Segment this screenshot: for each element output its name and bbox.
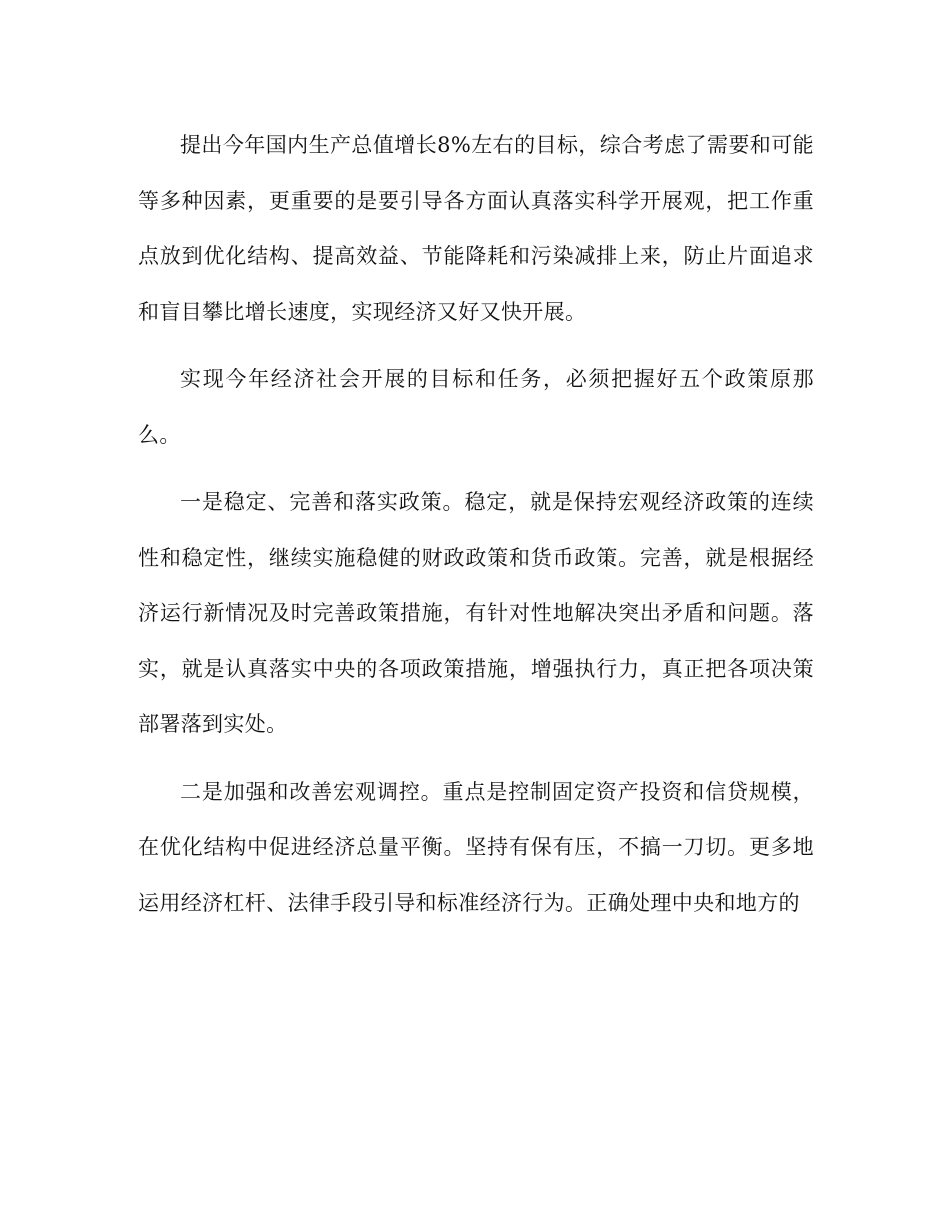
document-body [138, 118, 814, 931]
paragraph-gdp-target: 提出今年国内生产总值增长8%左右的目标，综合考虑了需要和可能等多种因素，更重要的是要引导各方面认真落实科学开展观，把工作重点放到优化结构、提高效益、节能降耗和污染减排上来，防止片面追求和盲目攀比增长速度，实现经济又好又快开展。 [138, 133, 814, 324]
paragraph-principle-two: 二是加强和改善宏观调控。重点是控制固定资产投资和信贷规模，在优化结构中促进经济总量平衡。坚持有保有压，不搞一刀切。更多地运用经济杠杆、法律手段引导和标准经济行为。正确处理中央和地方的 [138, 779, 814, 915]
paragraph-policy-principles-intro: 实现今年经济社会开展的目标和任务，必须把握好五个政策原那么。 [138, 367, 814, 447]
paragraph-principle-one: 一是稳定、完善和落实政策。稳定，就是保持宏观经济政策的连续性和稳定性，继续实施稳健的财政政策和货币政策。完善，就是根据经济运行新情况及时完善政策措施，有针对性地解决突出矛盾和问题。落实，就是认真落实中央的各项政策措施，增强执行力，真正把各项决策部署落到实处。 [138, 490, 814, 736]
